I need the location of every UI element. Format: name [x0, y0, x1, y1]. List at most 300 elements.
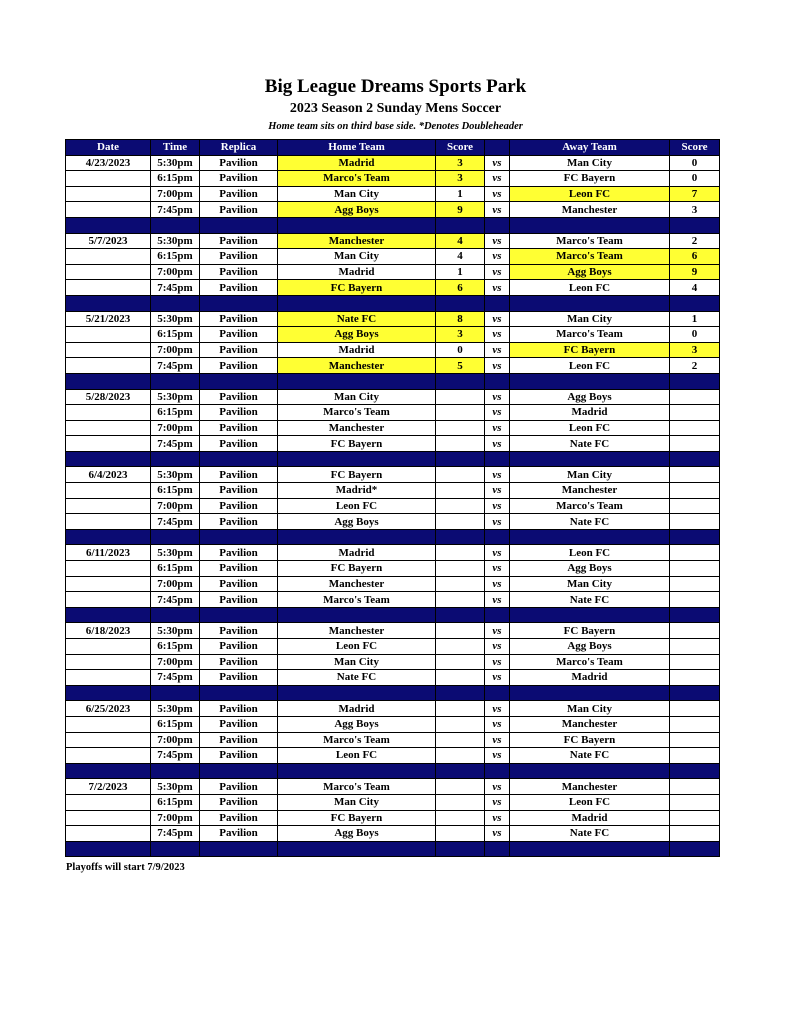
home-score-cell: 4 — [436, 233, 485, 249]
home-team-cell: Leon FC — [278, 639, 436, 655]
separator-cell — [151, 451, 200, 467]
time-cell: 5:30pm — [151, 545, 200, 561]
table-row — [66, 748, 720, 764]
separator-cell — [66, 685, 151, 701]
field-cell: Pavilion — [200, 826, 278, 842]
home-score-cell: 4 — [436, 249, 485, 265]
vs-cell: vs — [485, 264, 510, 280]
home-team-cell: Madrid — [278, 545, 436, 561]
away-team-cell: Leon FC — [510, 186, 670, 202]
vs-cell: vs — [485, 498, 510, 514]
away-team-cell: Nate FC — [510, 514, 670, 530]
home-team-cell: Manchester — [278, 358, 436, 374]
field-cell: Pavilion — [200, 483, 278, 499]
vs-cell: vs — [485, 467, 510, 483]
away-team-cell: Marco's Team — [510, 233, 670, 249]
table-row — [66, 826, 720, 842]
table-row — [66, 514, 720, 530]
separator-cell — [485, 841, 510, 857]
home-team-cell: Madrid — [278, 155, 436, 171]
away-team-cell: Leon FC — [510, 794, 670, 810]
table-row — [66, 186, 720, 202]
time-cell: 7:45pm — [151, 514, 200, 530]
vs-cell: vs — [485, 732, 510, 748]
away-team-cell: Nate FC — [510, 748, 670, 764]
table-row — [66, 342, 720, 358]
field-cell: Pavilion — [200, 779, 278, 795]
away-team-cell: Madrid — [510, 810, 670, 826]
time-cell: 5:30pm — [151, 623, 200, 639]
away-score-cell — [670, 794, 720, 810]
table-row — [66, 701, 720, 717]
separator-cell — [510, 841, 670, 857]
date-cell: 7/2/2023 — [66, 779, 151, 795]
away-score-cell — [670, 623, 720, 639]
home-score-cell: 9 — [436, 202, 485, 218]
table-row — [66, 233, 720, 249]
separator-cell — [200, 607, 278, 623]
away-score-cell — [670, 545, 720, 561]
home-score-cell — [436, 436, 485, 452]
table-row — [66, 311, 720, 327]
vs-cell: vs — [485, 483, 510, 499]
field-cell: Pavilion — [200, 155, 278, 171]
home-score-cell: 8 — [436, 311, 485, 327]
week-separator — [66, 217, 720, 233]
field-cell: Pavilion — [200, 311, 278, 327]
date-cell — [66, 498, 151, 514]
away-team-cell: Man City — [510, 701, 670, 717]
home-score-cell — [436, 592, 485, 608]
date-cell — [66, 810, 151, 826]
vs-cell: vs — [485, 327, 510, 343]
away-score-cell — [670, 483, 720, 499]
table-row — [66, 171, 720, 187]
separator-cell — [436, 295, 485, 311]
separator-cell — [66, 217, 151, 233]
week-separator — [66, 373, 720, 389]
home-team-cell: Man City — [278, 654, 436, 670]
separator-cell — [670, 217, 720, 233]
field-cell: Pavilion — [200, 561, 278, 577]
home-score-cell: 3 — [436, 171, 485, 187]
separator-cell — [66, 295, 151, 311]
date-cell — [66, 826, 151, 842]
date-cell — [66, 592, 151, 608]
home-score-cell — [436, 670, 485, 686]
away-score-cell: 0 — [670, 171, 720, 187]
away-score-cell: 1 — [670, 311, 720, 327]
home-score-cell: 3 — [436, 327, 485, 343]
table-row — [66, 327, 720, 343]
time-cell: 6:15pm — [151, 405, 200, 421]
col-header-vs — [485, 140, 510, 156]
week-separator — [66, 529, 720, 545]
home-team-cell: Agg Boys — [278, 826, 436, 842]
week-separator — [66, 295, 720, 311]
time-cell: 7:00pm — [151, 654, 200, 670]
separator-cell — [510, 607, 670, 623]
separator-cell — [151, 529, 200, 545]
time-cell: 5:30pm — [151, 467, 200, 483]
vs-cell: vs — [485, 654, 510, 670]
separator-cell — [151, 607, 200, 623]
time-cell: 7:00pm — [151, 186, 200, 202]
vs-cell: vs — [485, 389, 510, 405]
home-score-cell: 1 — [436, 186, 485, 202]
home-team-cell: Man City — [278, 186, 436, 202]
vs-cell: vs — [485, 545, 510, 561]
table-row — [66, 779, 720, 795]
away-score-cell: 3 — [670, 342, 720, 358]
time-cell: 7:45pm — [151, 358, 200, 374]
date-cell — [66, 342, 151, 358]
away-team-cell: FC Bayern — [510, 171, 670, 187]
home-team-cell: Manchester — [278, 576, 436, 592]
separator-cell — [436, 841, 485, 857]
home-team-cell: Marco's Team — [278, 779, 436, 795]
home-team-cell: Agg Boys — [278, 327, 436, 343]
separator-cell — [670, 841, 720, 857]
time-cell: 6:15pm — [151, 561, 200, 577]
home-score-cell — [436, 732, 485, 748]
separator-cell — [200, 841, 278, 857]
away-team-cell: Marco's Team — [510, 654, 670, 670]
away-score-cell — [670, 436, 720, 452]
date-cell — [66, 249, 151, 265]
field-cell: Pavilion — [200, 249, 278, 265]
separator-cell — [485, 295, 510, 311]
home-team-cell: Marco's Team — [278, 405, 436, 421]
away-score-cell: 9 — [670, 264, 720, 280]
table-row — [66, 420, 720, 436]
time-cell: 5:30pm — [151, 155, 200, 171]
vs-cell: vs — [485, 405, 510, 421]
separator-cell — [151, 217, 200, 233]
date-cell — [66, 732, 151, 748]
separator-cell — [510, 217, 670, 233]
away-team-cell: Agg Boys — [510, 561, 670, 577]
date-cell — [66, 327, 151, 343]
date-cell — [66, 405, 151, 421]
home-score-cell: 0 — [436, 342, 485, 358]
field-cell: Pavilion — [200, 202, 278, 218]
separator-cell — [200, 295, 278, 311]
table-row — [66, 202, 720, 218]
away-team-cell: Manchester — [510, 716, 670, 732]
separator-cell — [66, 451, 151, 467]
home-score-cell: 3 — [436, 155, 485, 171]
time-cell: 6:15pm — [151, 716, 200, 732]
week-separator — [66, 841, 720, 857]
separator-cell — [436, 607, 485, 623]
home-team-cell: Marco's Team — [278, 732, 436, 748]
table-row — [66, 358, 720, 374]
table-row — [66, 576, 720, 592]
separator-cell — [510, 529, 670, 545]
home-team-cell: FC Bayern — [278, 436, 436, 452]
field-cell: Pavilion — [200, 670, 278, 686]
time-cell: 6:15pm — [151, 327, 200, 343]
separator-cell — [278, 295, 436, 311]
time-cell: 7:00pm — [151, 264, 200, 280]
time-cell: 7:00pm — [151, 810, 200, 826]
home-score-cell — [436, 654, 485, 670]
separator-cell — [151, 841, 200, 857]
time-cell: 7:00pm — [151, 498, 200, 514]
separator-cell — [66, 763, 151, 779]
vs-cell: vs — [485, 639, 510, 655]
home-score-cell — [436, 498, 485, 514]
vs-cell: vs — [485, 716, 510, 732]
vs-cell: vs — [485, 358, 510, 374]
table-row — [66, 155, 720, 171]
date-cell — [66, 264, 151, 280]
away-team-cell: Marco's Team — [510, 498, 670, 514]
away-team-cell: Man City — [510, 467, 670, 483]
field-cell: Pavilion — [200, 280, 278, 296]
away-score-cell — [670, 716, 720, 732]
table-row — [66, 249, 720, 265]
field-cell: Pavilion — [200, 264, 278, 280]
home-team-cell: Man City — [278, 794, 436, 810]
separator-cell — [436, 373, 485, 389]
col-header-time: Time — [151, 140, 200, 156]
time-cell: 5:30pm — [151, 311, 200, 327]
vs-cell: vs — [485, 249, 510, 265]
date-cell — [66, 794, 151, 810]
away-score-cell — [670, 389, 720, 405]
table-row — [66, 545, 720, 561]
col-header-replica: Replica — [200, 140, 278, 156]
week-separator — [66, 685, 720, 701]
home-team-cell: Man City — [278, 389, 436, 405]
time-cell: 7:45pm — [151, 748, 200, 764]
vs-cell: vs — [485, 794, 510, 810]
vs-cell: vs — [485, 311, 510, 327]
away-score-cell — [670, 405, 720, 421]
table-row — [66, 483, 720, 499]
away-team-cell: Madrid — [510, 670, 670, 686]
time-cell: 5:30pm — [151, 701, 200, 717]
time-cell: 7:00pm — [151, 576, 200, 592]
field-cell: Pavilion — [200, 420, 278, 436]
home-team-cell: Nate FC — [278, 670, 436, 686]
table-row — [66, 467, 720, 483]
date-cell — [66, 186, 151, 202]
away-score-cell: 2 — [670, 358, 720, 374]
table-row — [66, 810, 720, 826]
home-score-cell — [436, 639, 485, 655]
separator-cell — [485, 217, 510, 233]
separator-cell — [436, 763, 485, 779]
vs-cell: vs — [485, 186, 510, 202]
field-cell: Pavilion — [200, 545, 278, 561]
separator-cell — [66, 529, 151, 545]
vs-cell: vs — [485, 576, 510, 592]
field-cell: Pavilion — [200, 342, 278, 358]
vs-cell: vs — [485, 748, 510, 764]
home-team-cell: Leon FC — [278, 498, 436, 514]
home-score-cell — [436, 779, 485, 795]
home-score-cell — [436, 701, 485, 717]
away-team-cell: FC Bayern — [510, 342, 670, 358]
home-team-cell: Manchester — [278, 420, 436, 436]
away-score-cell — [670, 670, 720, 686]
separator-cell — [510, 373, 670, 389]
home-score-cell — [436, 623, 485, 639]
date-cell: 4/23/2023 — [66, 155, 151, 171]
date-cell — [66, 436, 151, 452]
field-cell: Pavilion — [200, 389, 278, 405]
field-cell: Pavilion — [200, 639, 278, 655]
away-score-cell: 2 — [670, 233, 720, 249]
date-cell — [66, 358, 151, 374]
home-team-cell: FC Bayern — [278, 280, 436, 296]
away-team-cell: Man City — [510, 576, 670, 592]
table-row — [66, 405, 720, 421]
vs-cell: vs — [485, 342, 510, 358]
table-row — [66, 389, 720, 405]
home-team-cell: Madrid — [278, 701, 436, 717]
vs-cell: vs — [485, 810, 510, 826]
page-title: Big League Dreams Sports Park — [264, 76, 527, 97]
separator-cell — [670, 295, 720, 311]
away-team-cell: Manchester — [510, 202, 670, 218]
date-cell: 6/4/2023 — [66, 467, 151, 483]
field-cell: Pavilion — [200, 436, 278, 452]
vs-cell: vs — [485, 670, 510, 686]
time-cell: 7:45pm — [151, 202, 200, 218]
col-header-away-team: Away Team — [510, 140, 670, 156]
time-cell: 7:45pm — [151, 670, 200, 686]
table-row — [66, 280, 720, 296]
home-score-cell — [436, 810, 485, 826]
away-score-cell — [670, 748, 720, 764]
separator-cell — [278, 685, 436, 701]
separator-cell — [200, 529, 278, 545]
vs-cell: vs — [485, 171, 510, 187]
separator-cell — [278, 217, 436, 233]
vs-cell: vs — [485, 561, 510, 577]
field-cell: Pavilion — [200, 592, 278, 608]
table-row — [66, 794, 720, 810]
separator-cell — [151, 295, 200, 311]
date-cell — [66, 716, 151, 732]
vs-cell: vs — [485, 592, 510, 608]
home-team-cell: FC Bayern — [278, 467, 436, 483]
separator-cell — [200, 685, 278, 701]
home-score-cell — [436, 561, 485, 577]
away-score-cell: 0 — [670, 327, 720, 343]
vs-cell: vs — [485, 779, 510, 795]
schedule-body — [66, 155, 720, 857]
home-team-cell: Agg Boys — [278, 716, 436, 732]
time-cell: 7:45pm — [151, 280, 200, 296]
field-cell: Pavilion — [200, 576, 278, 592]
time-cell: 7:00pm — [151, 420, 200, 436]
separator-cell — [66, 373, 151, 389]
away-score-cell — [670, 467, 720, 483]
date-cell — [66, 670, 151, 686]
home-team-cell: Leon FC — [278, 748, 436, 764]
time-cell: 7:45pm — [151, 592, 200, 608]
field-cell: Pavilion — [200, 358, 278, 374]
time-cell: 5:30pm — [151, 779, 200, 795]
separator-cell — [278, 529, 436, 545]
page-subtitle: 2023 Season 2 Sunday Mens Soccer — [289, 101, 502, 116]
date-cell — [66, 639, 151, 655]
date-cell — [66, 576, 151, 592]
away-team-cell: Agg Boys — [510, 264, 670, 280]
home-score-cell — [436, 420, 485, 436]
home-team-cell: FC Bayern — [278, 810, 436, 826]
home-score-cell: 5 — [436, 358, 485, 374]
table-row — [66, 639, 720, 655]
date-cell: 6/25/2023 — [66, 701, 151, 717]
separator-cell — [151, 763, 200, 779]
home-team-cell: Madrid — [278, 342, 436, 358]
field-cell: Pavilion — [200, 514, 278, 530]
away-score-cell — [670, 576, 720, 592]
home-score-cell — [436, 716, 485, 732]
home-team-cell: Madrid — [278, 264, 436, 280]
away-score-cell — [670, 592, 720, 608]
table-row — [66, 654, 720, 670]
separator-cell — [436, 685, 485, 701]
away-team-cell: FC Bayern — [510, 732, 670, 748]
home-team-cell: Marco's Team — [278, 171, 436, 187]
separator-cell — [200, 451, 278, 467]
separator-cell — [670, 763, 720, 779]
away-score-cell — [670, 514, 720, 530]
table-row — [66, 732, 720, 748]
table-row — [66, 561, 720, 577]
table-row — [66, 592, 720, 608]
away-team-cell: Man City — [510, 155, 670, 171]
date-cell — [66, 280, 151, 296]
time-cell: 7:45pm — [151, 436, 200, 452]
separator-cell — [485, 529, 510, 545]
date-cell: 5/28/2023 — [66, 389, 151, 405]
separator-cell — [278, 841, 436, 857]
vs-cell: vs — [485, 202, 510, 218]
away-team-cell: Leon FC — [510, 420, 670, 436]
home-score-cell — [436, 794, 485, 810]
away-team-cell: Madrid — [510, 405, 670, 421]
separator-cell — [670, 451, 720, 467]
table-row — [66, 670, 720, 686]
vs-cell: vs — [485, 280, 510, 296]
week-separator — [66, 763, 720, 779]
home-score-cell — [436, 483, 485, 499]
away-score-cell — [670, 732, 720, 748]
time-cell: 7:45pm — [151, 826, 200, 842]
vs-cell: vs — [485, 155, 510, 171]
away-team-cell: Leon FC — [510, 280, 670, 296]
field-cell: Pavilion — [200, 623, 278, 639]
away-team-cell: Marco's Team — [510, 249, 670, 265]
separator-cell — [200, 763, 278, 779]
time-cell: 7:00pm — [151, 342, 200, 358]
vs-cell: vs — [485, 436, 510, 452]
week-separator — [66, 607, 720, 623]
away-team-cell: Man City — [510, 311, 670, 327]
date-cell — [66, 483, 151, 499]
separator-cell — [436, 529, 485, 545]
date-cell — [66, 420, 151, 436]
field-cell: Pavilion — [200, 233, 278, 249]
